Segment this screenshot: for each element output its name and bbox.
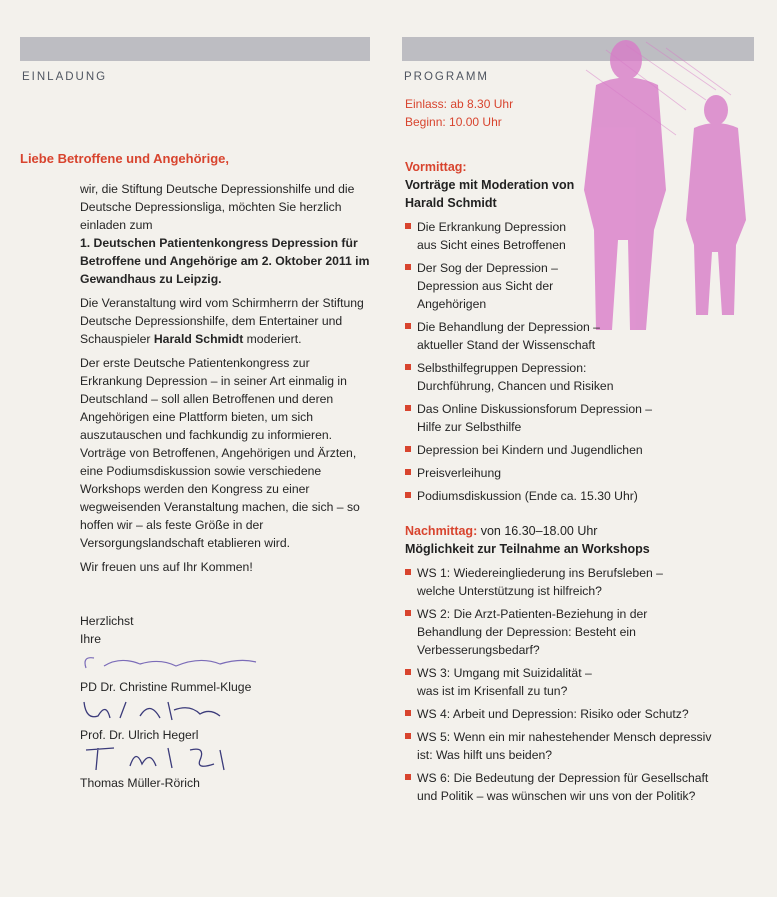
afternoon-time: von 16.30–18.00 Uhr [480, 524, 598, 538]
square-bullet-icon [405, 446, 411, 452]
moderator-name: Harald Schmidt [153, 332, 244, 346]
admission-time: Einlass: ab 8.30 Uhr [405, 97, 514, 111]
program-item-text: Depression bei Kindern und Jugendlichen [417, 443, 643, 457]
square-bullet-icon [405, 710, 411, 716]
handwritten-signature-1 [80, 648, 280, 678]
paragraph-program: Vorträge von Betroffenen, Angehörigen und Ärzten, eine Podiumsdiskussion sowie verschiedene Workshops werden den Kongress zu einer wegweisenden Veranstaltung machen, die sich – so hoffen wir – als feste Größe in der Versorgungslandschaft etablieren wird. [80, 446, 360, 550]
afternoon-list [405, 564, 755, 805]
morning-block [405, 158, 755, 510]
start-time: Beginn: 10.00 Uhr [405, 115, 502, 129]
square-bullet-icon [405, 669, 411, 675]
regards: Herzlichst [80, 614, 134, 628]
section-title-program: PROGRAMM [404, 71, 489, 83]
program-item-text: WS 3: Umgang mit Suizidalität – was ist im Krisenfall zu tun? [417, 666, 592, 698]
afternoon-heading [405, 522, 755, 540]
program-item-text: Die Erkrankung Depression aus Sicht eines Betroffenen [417, 220, 567, 252]
program-item [405, 664, 755, 700]
moderation-text: Die Veranstaltung wird vom Schirmherrn der Stiftung Deutsche Depressionshilfe, dem Entertainer und Schauspieler [80, 296, 364, 346]
closing-line: Wir freuen uns auf Ihr Kommen! [80, 560, 253, 574]
program-times [405, 95, 513, 131]
paragraph-platform: Der erste Deutsche Patientenkongress zur Erkrankung Depression – in seiner Art einmalig in Deutschland – soll allen Betroffenen und deren Angehörigen eine Plattform bieten, um sich auszutauschen und fachkundig zu informieren. [80, 356, 347, 442]
program-item-text: WS 1: Wiedereingliederung ins Berufsleben – welche Unterstützung ist hilfreich? [417, 566, 663, 598]
program-item [405, 728, 755, 764]
program-item-text: WS 5: Wenn ein mir nahestehender Mensch depressiv ist: Was hilft uns beiden? [417, 730, 712, 762]
program-item [405, 218, 755, 254]
signatory-1-name: PD Dr. Christine Rummel-Kluge [80, 680, 252, 694]
event-title: 1. Deutschen Patientenkongress Depression für Betroffene und Angehörige am 2. Oktober 2011 im Gewandhaus zu Leipzig. [80, 236, 370, 286]
letter-intro: wir, die Stiftung Deutsche Depressionshilfe und die Deutsche Depressionsliga, möchten Sie herzlich einladen zum [80, 182, 355, 232]
moderation-paragraph [80, 294, 370, 348]
square-bullet-icon [405, 774, 411, 780]
square-bullet-icon [405, 364, 411, 370]
signature-block [80, 612, 370, 792]
signatory-3-name: Thomas Müller-Rörich [80, 776, 200, 790]
program-item-text: WS 2: Die Arzt-Patienten-Beziehung in der Behandlung der Depression: Besteht ein Verbesserungsbedarf? [417, 607, 648, 657]
program-item [405, 605, 755, 659]
square-bullet-icon [405, 405, 411, 411]
square-bullet-icon [405, 492, 411, 498]
program-item-text: WS 6: Die Bedeutung der Depression für Gesellschaft und Politik – was wünschen wir uns von der Politik? [417, 771, 709, 803]
morning-list [405, 218, 755, 505]
handwritten-signature-2 [80, 696, 280, 726]
program-item [405, 318, 755, 354]
signatory-2-name: Prof. Dr. Ulrich Hegerl [80, 728, 199, 742]
program-item [405, 359, 755, 395]
program-item [405, 400, 755, 436]
letter-body [80, 180, 370, 582]
header-band-left [20, 37, 370, 61]
square-bullet-icon [405, 569, 411, 575]
program-item-text: WS 4: Arbeit und Depression: Risiko oder Schutz? [417, 707, 689, 721]
program-item [405, 705, 755, 723]
afternoon-block [405, 522, 755, 810]
morning-label: Vormittag: [405, 160, 467, 174]
program-item [405, 769, 755, 805]
square-bullet-icon [405, 264, 411, 270]
program-item [405, 564, 755, 600]
afternoon-label: Nachmittag: [405, 524, 478, 538]
handwritten-signature-3 [80, 744, 280, 774]
program-item-text: Selbsthilfegruppen Depression: Durchführung, Chancen und Risiken [417, 361, 614, 393]
square-bullet-icon [405, 223, 411, 229]
program-item-text: Der Sog der Depression – Depression aus Sicht der Angehörigen [417, 261, 558, 311]
program-item-text: Preisverleihung [417, 466, 502, 480]
morning-subtitle: Vorträge mit Moderation von Harald Schmidt [405, 178, 575, 210]
afternoon-subtitle: Möglichkeit zur Teilnahme an Workshops [405, 542, 650, 556]
signature-3 [80, 744, 370, 774]
square-bullet-icon [405, 323, 411, 329]
program-item [405, 259, 755, 313]
signature-2 [80, 696, 370, 726]
program-item-text: Podiumsdiskussion (Ende ca. 15.30 Uhr) [417, 489, 638, 503]
program-item [405, 487, 755, 505]
program-item [405, 464, 755, 482]
program-item-text: Die Behandlung der Depression – aktueller Stand der Wissenschaft [417, 320, 600, 352]
section-title-invitation: EINLADUNG [22, 71, 108, 83]
square-bullet-icon [405, 610, 411, 616]
program-item-text: Das Online Diskussionsforum Depression – Hilfe zur Selbsthilfe [417, 402, 653, 434]
square-bullet-icon [405, 733, 411, 739]
square-bullet-icon [405, 469, 411, 475]
yours: Ihre [80, 632, 102, 646]
program-item [405, 441, 755, 459]
moderation-end: moderiert. [246, 332, 302, 346]
signature-1 [80, 648, 370, 678]
greeting: Liebe Betroffene und Angehörige, [20, 151, 229, 166]
